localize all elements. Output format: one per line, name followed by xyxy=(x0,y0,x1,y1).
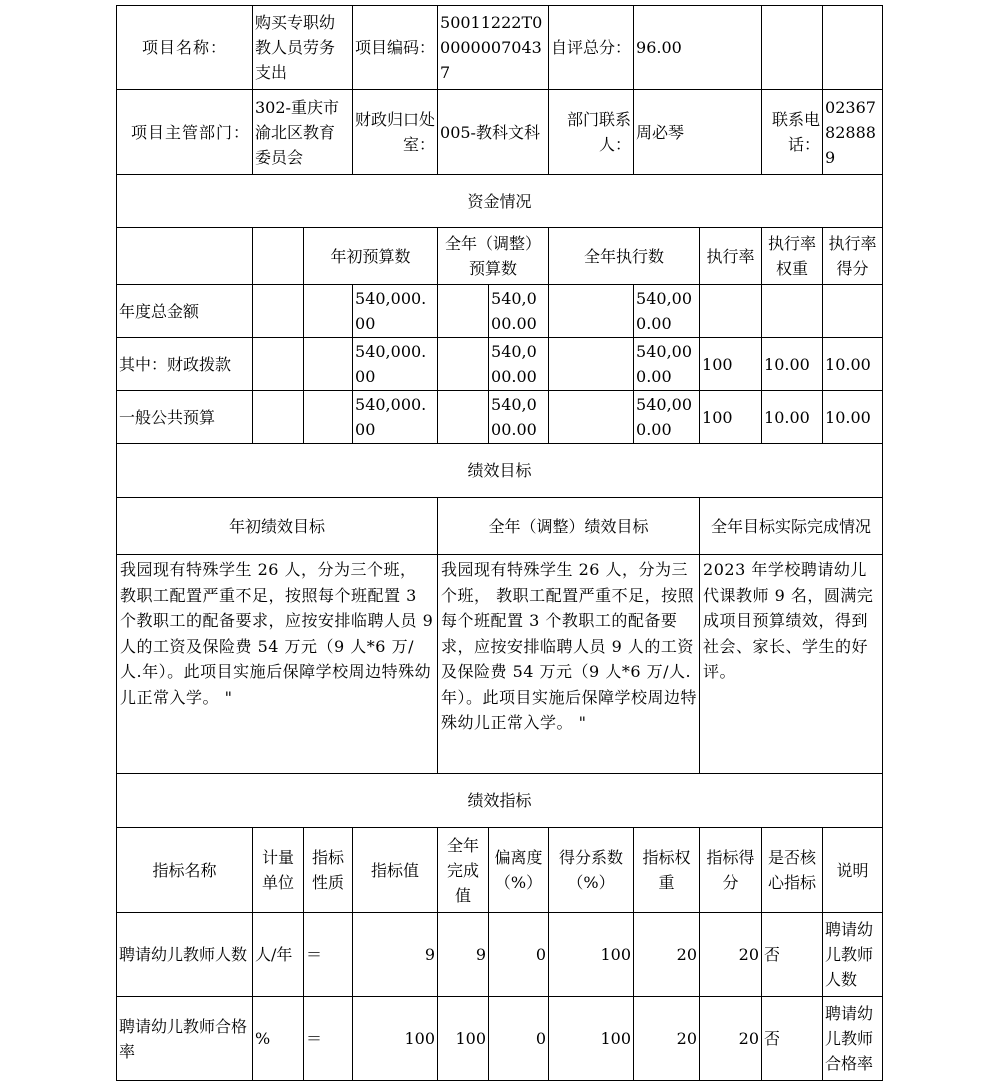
funds-rate: 100 xyxy=(700,391,762,444)
empty-cell xyxy=(823,6,883,90)
ind-nature: ＝ xyxy=(304,997,353,1081)
project-name-label: 项目名称： xyxy=(117,6,253,90)
funds-score: 10.00 xyxy=(823,338,883,391)
funds-weight: 10.00 xyxy=(762,338,823,391)
initial-goal-text: 我园现有特殊学生 26 人，分为三个班， 教职工配置严重不足，按照每个班配置 3 个教职工的配备要求，应按安排临聘人员 9 人的工资及保险费 54 万元（9 人*6 万/人.年）。此项目实施后保障学校周边特殊幼儿正常入学。 " xyxy=(117,555,438,774)
phone-value: 02367828889 xyxy=(823,90,883,175)
funds-adjusted: 540,000.00 xyxy=(489,285,549,338)
funds-row-label: 一般公共预算 xyxy=(117,391,253,444)
col-adjusted-budget: 全年（调整）预算数 xyxy=(438,228,549,285)
ind-name: 聘请幼儿教师人数 xyxy=(117,913,253,997)
finance-label: 财政归口处室： xyxy=(353,90,438,175)
col-exec-rate: 执行率 xyxy=(700,228,762,285)
funds-score: 10.00 xyxy=(823,391,883,444)
empty-cell xyxy=(438,338,489,391)
ind-note: 聘请幼儿教师人数 xyxy=(823,913,883,997)
empty-cell xyxy=(304,285,353,338)
empty-cell xyxy=(253,338,304,391)
ind-score: 20 xyxy=(700,913,762,997)
funds-executed: 540,000.00 xyxy=(634,391,700,444)
funds-weight: 10.00 xyxy=(762,391,823,444)
ind-target: 100 xyxy=(353,997,438,1081)
ind-name: 聘请幼儿教师合格率 xyxy=(117,997,253,1081)
ind-unit: % xyxy=(253,997,304,1081)
funds-row-label: 其中：财政拨款 xyxy=(117,338,253,391)
empty-cell xyxy=(549,391,634,444)
funds-initial: 540,000.00 xyxy=(353,338,438,391)
self-score: 96.00 xyxy=(634,6,762,90)
empty-cell xyxy=(304,338,353,391)
contact-value: 周必琴 xyxy=(634,90,762,175)
funds-adjusted: 540,000.00 xyxy=(489,338,549,391)
ind-actual: 9 xyxy=(438,913,489,997)
ind-header-target: 指标值 xyxy=(353,828,438,913)
funds-initial: 540,000.00 xyxy=(353,285,438,338)
ind-header-score: 指标得分 xyxy=(700,828,762,913)
col-executed: 全年执行数 xyxy=(549,228,700,285)
phone-label: 联系电话： xyxy=(762,90,823,175)
funds-row xyxy=(117,391,883,444)
funds-rate xyxy=(700,285,762,338)
dept-label: 项目主管部门： xyxy=(117,90,253,175)
adjusted-goal-text: 我园现有特殊学生 26 人，分为三个班， 教职工配置严重不足，按照每个班配置 3 个教职工的配备要求，应按安排临聘人员 9 人的工资及保险费 54 万元（9 人*6 万/人.年）。此项目实施后保障学校周边特殊幼儿正常入学。 " xyxy=(438,555,700,774)
ind-nature: ＝ xyxy=(304,913,353,997)
ind-deviation: 0 xyxy=(489,913,549,997)
empty-cell xyxy=(549,338,634,391)
dept-value: 302-重庆市渝北区教育委员会 xyxy=(253,90,353,175)
funds-executed: 540,000.00 xyxy=(634,285,700,338)
col-rate-score: 执行率得分 xyxy=(823,228,883,285)
contact-label: 部门联系人： xyxy=(549,90,634,175)
project-code: 50011222T000000070437 xyxy=(438,6,549,90)
ind-header-unit: 计量单位 xyxy=(253,828,304,913)
goals-section-title: 绩效目标 xyxy=(117,444,883,498)
funds-weight xyxy=(762,285,823,338)
project-code-label: 项目编码： xyxy=(353,6,438,90)
col-adjusted-goal: 全年（调整）绩效目标 xyxy=(438,498,700,555)
ind-header-nature: 指标性质 xyxy=(304,828,353,913)
empty-cell xyxy=(549,285,634,338)
indicators-section-title: 绩效指标 xyxy=(117,774,883,828)
empty-cell xyxy=(253,285,304,338)
funds-adjusted: 540,000.00 xyxy=(489,391,549,444)
funds-executed: 540,000.00 xyxy=(634,338,700,391)
funds-initial: 540,000.00 xyxy=(353,391,438,444)
ind-header-note: 说明 xyxy=(823,828,883,913)
col-rate-weight: 执行率权重 xyxy=(762,228,823,285)
ind-target: 9 xyxy=(353,913,438,997)
empty-cell xyxy=(304,391,353,444)
self-score-label: 自评总分： xyxy=(549,6,634,90)
empty-cell xyxy=(438,391,489,444)
ind-unit: 人/年 xyxy=(253,913,304,997)
ind-header-weight: 指标权重 xyxy=(634,828,700,913)
ind-score: 20 xyxy=(700,997,762,1081)
ind-coef: 100 xyxy=(549,997,634,1081)
empty-cell xyxy=(438,285,489,338)
ind-core: 否 xyxy=(762,997,823,1081)
empty-cell xyxy=(117,228,253,285)
finance-value: 005-教科文科 xyxy=(438,90,549,175)
ind-deviation: 0 xyxy=(489,997,549,1081)
ind-actual: 100 xyxy=(438,997,489,1081)
empty-cell xyxy=(253,228,304,285)
funds-score xyxy=(823,285,883,338)
empty-cell xyxy=(762,6,823,90)
ind-header-name: 指标名称 xyxy=(117,828,253,913)
col-actual-completion: 全年目标实际完成情况 xyxy=(700,498,883,555)
empty-cell xyxy=(253,391,304,444)
ind-weight: 20 xyxy=(634,913,700,997)
funds-row-label: 年度总金额 xyxy=(117,285,253,338)
indicator-row xyxy=(117,997,883,1081)
funds-section-title: 资金情况 xyxy=(117,175,883,228)
col-initial-goal: 年初绩效目标 xyxy=(117,498,438,555)
col-initial-budget: 年初预算数 xyxy=(304,228,438,285)
project-name: 购买专职幼教人员劳务支出 xyxy=(253,6,353,90)
indicator-row xyxy=(117,913,883,997)
ind-header-coef: 得分系数（%） xyxy=(549,828,634,913)
performance-table xyxy=(116,5,883,1081)
actual-completion-text: 2023 年学校聘请幼儿代课教师 9 名，圆满完成项目预算绩效，得到社会、家长、学生的好评。 xyxy=(700,555,883,774)
funds-rate: 100 xyxy=(700,338,762,391)
ind-weight: 20 xyxy=(634,997,700,1081)
ind-header-deviation: 偏离度（%） xyxy=(489,828,549,913)
ind-core: 否 xyxy=(762,913,823,997)
funds-row xyxy=(117,285,883,338)
ind-coef: 100 xyxy=(549,913,634,997)
ind-header-core: 是否核心指标 xyxy=(762,828,823,913)
ind-header-actual: 全年完成值 xyxy=(438,828,489,913)
ind-note: 聘请幼儿教师合格率 xyxy=(823,997,883,1081)
funds-row xyxy=(117,338,883,391)
